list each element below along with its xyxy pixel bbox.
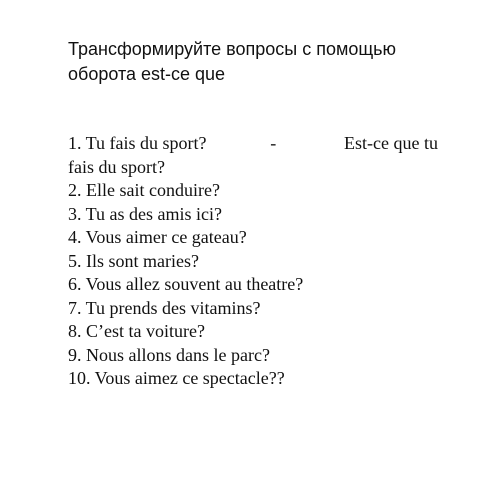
instruction-heading	[68, 37, 448, 87]
exercise-item: 9. Nous allons dans le parc?	[68, 344, 270, 365]
exercise-item: 6. Vous allez souvent au theatre?	[68, 274, 304, 294]
example-separator: -	[270, 133, 277, 153]
example-question: 1. Tu fais du sport?	[68, 133, 207, 153]
exercise-item: 8. C’est ta voiture?	[68, 321, 205, 341]
example-first-line	[68, 132, 438, 156]
example-answer-end: fais du sport?	[68, 156, 165, 177]
exercise-item: 2. Elle sait conduire?	[68, 180, 220, 200]
exercise-item: 7. Tu prends des vitamins?	[68, 297, 261, 318]
example-item	[68, 132, 448, 179]
exercise-item: 5. Ils sont maries?	[68, 250, 199, 271]
exercise-item: 4. Vous aimer ce gateau?	[68, 227, 247, 247]
exercise-list	[68, 132, 448, 391]
exercise-item: 3. Tu as des amis ici?	[68, 203, 223, 224]
exercise-item: 10. Vous aimez ce spectacle??	[68, 368, 285, 388]
instruction-line: Трансформируйте вопросы с помощью	[68, 39, 397, 59]
instruction-line: оборота est-ce que	[68, 64, 226, 84]
example-answer-start: Est-ce que tu	[344, 133, 438, 153]
